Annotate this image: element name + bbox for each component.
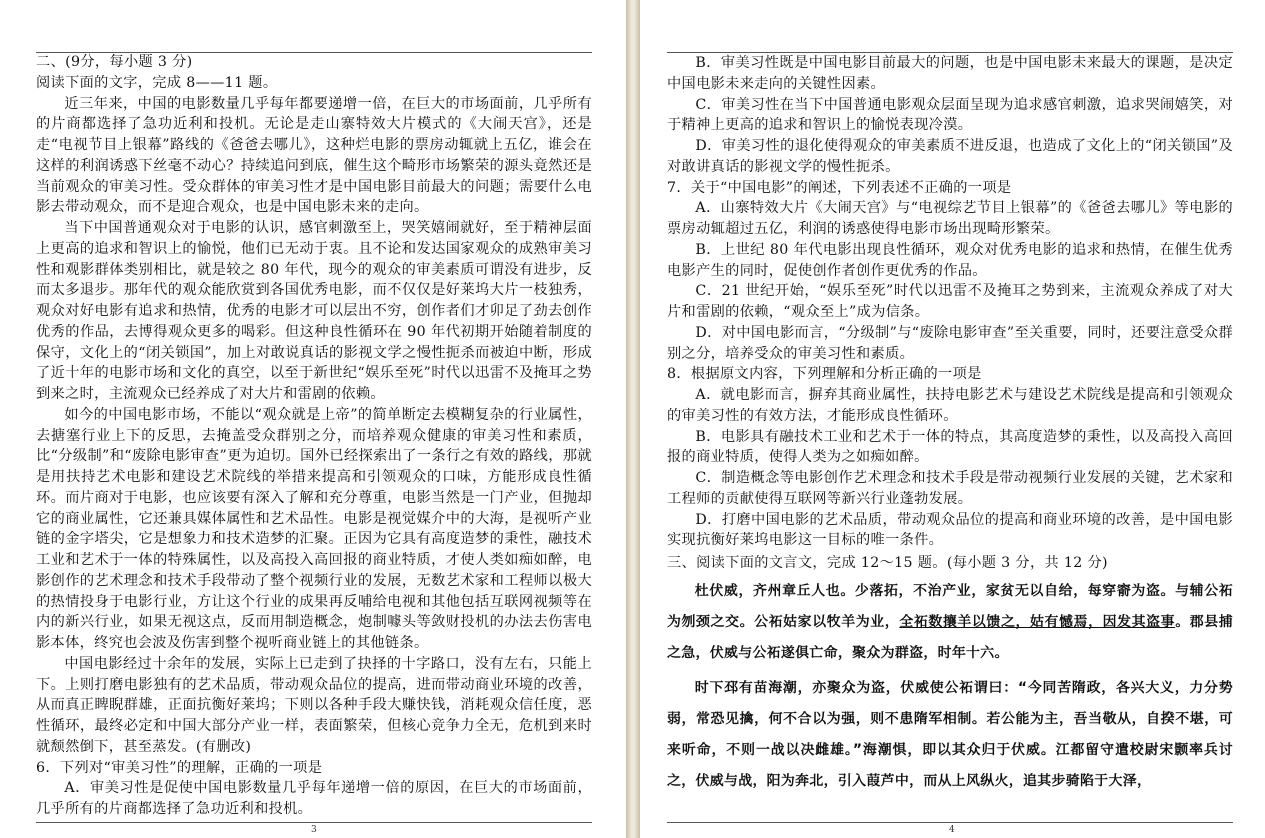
bottom-rule: [667, 822, 1233, 823]
exam-page-left: [0, 0, 626, 838]
question-8-stem: 8．根据原文内容，下列理解和分析正确的一项是: [667, 366, 982, 383]
page-number: 4: [949, 825, 955, 835]
left-page-content: [36, 52, 592, 820]
bottom-rule: [36, 822, 592, 823]
question-7-option-b: B．上世纪 80 年代电影出现良性循环，观众对优秀电影的追求和热情，在催生优秀电影产生的同时，促使创作者创作更优秀的作品。: [667, 241, 1233, 279]
passage-paragraph-4: 中国电影经过十余年的发展，实际上已走到了抉择的十字路口，没有左右，只能上下。上则打磨电影独有的艺术品质，带动观众品位的提高，进而带动商业环境的改善，从而真正睥睨群雄，正面抗衡好莱坞；下则以各种手段大赚快钱，消耗观众信任度，恶性循环，最终必定和中国大部分产业一样，表面繁荣，但核心竞争力全无，危机到来时就颓然倒下，甚至蒸发。(有删改): [36, 655, 592, 755]
question-8-option-a: A．就电影而言，摒弃其商业属性，扶持电影艺术与建设艺术院线是提高和引领观众的审美习性的有效方法，才能形成良性循环。: [667, 387, 1233, 424]
reading-instruction: 阅读下面的文字，完成 8——11 题。: [36, 74, 278, 91]
exam-page-right: [640, 0, 1265, 838]
question-8-option-c: C．制造概念等电影创作艺术理念和技术手段是带动视频行业发展的关键，艺术家和工程师的贡献使得互联网等新兴行业蓬勃发展。: [667, 470, 1233, 507]
underlined-sentence: 全祏数攘羊以馈之，姑有憾焉，因发其盗事: [899, 613, 1176, 630]
book-gutter: [626, 0, 640, 838]
question-6-option-b: B．审美习性既是中国电影目前最大的问题，也是中国电影未来最大的课题，是决定中国电影未来走向的关键性因素。: [667, 55, 1233, 92]
classical-text: 杜伏威，齐州章丘人也。少落拓，不治产业，家贫无以自给，每穿窬为盗。与辅公祏为刎颈之交。公祏姑家以牧羊为业，: [667, 582, 1233, 630]
question-7-option-d: D．对中国电影而言，“分级制”与“废除电影审查”至关重要，同时，还要注意受众群别之分，培养受众的审美习性和素质。: [667, 324, 1233, 362]
passage-paragraph-2: 当下中国普通观众对于电影的认识，感官刺激至上，哭笑嬉闹就好，至于精神层面上更高的追求和智识上的愉悦，他们已无动于衷。且不论和发达国家观众的成熟审美习性和观影群体类别相比，就是较之 80 年代，现今的观众的审美素质可谓没有进步，反而太多退步。那年代的观众能欣赏到各国优秀电影，而不仅仅是好莱坞大片一枝独秀，观众对好电影有追求和热情，优秀的电影才可以层出不穷，创作者们才卯足了劲去创作优秀的作品，去博得观众更多的喝彩。但这种良性循环在 90 年代初期开始随着制度的保守，文化上的“闭关锁国”，加上对敢说真话的影视文学之慢性扼杀而被迫中断，形成了近十年的电影市场和文化的真空，以至于新世纪“娱乐至死”时代以迅雷不及掩耳之势到来之时，主流观众已经养成了对大片和雷剧的依赖。: [36, 220, 592, 402]
classical-paragraph-1: [667, 576, 1233, 669]
question-6-option-a: A．审美习性是促使中国电影数量几乎每年递增一倍的原因，在巨大的市场面前，几乎所有的片商都选择了急功近利和投机。: [36, 780, 592, 817]
question-8-option-d: D．打磨中国电影的艺术品质，带动观众品位的提高和商业环境的改善，是中国电影实现抗衡好莱坞电影这一目标的唯一条件。: [667, 511, 1233, 549]
question-6-option-d: D．审美习性的退化使得观众的审美素质不进反退，也造成了文化上的“闭关锁国”及对敢讲真话的影视文学的慢性扼杀。: [667, 138, 1233, 175]
question-7-option-a: A．山寨特效大片《大闹天宫》与“电视综艺节目上银幕”的《爸爸去哪儿》等电影的票房动辄超过五亿，利润的诱惑使得电影市场出现畸形繁荣。: [667, 200, 1233, 237]
question-7-option-c: C．21 世纪开始，“娱乐至死”时代以迅雷不及掩耳之势到来，主流观众养成了对大片和雷剧的依赖，“观众至上”成为信条。: [667, 283, 1233, 320]
section-3-heading: 三、阅读下面的文言文，完成 12～15 题。(每小题 3 分，共 12 分): [667, 555, 1108, 571]
question-6-stem: 6．下列对“审美习性”的理解，正确的一项是: [36, 759, 323, 776]
passage-paragraph-3: 如今的中国电影市场，不能以“观众就是上帝”的简单断定去模糊复杂的行业属性，去搪塞行业上下的反思，去掩盖受众群别之分，而培养观众健康的审美习性和素质，比“分级制”和“废除电影审查”更为迫切。国外已经探索出了一条行之有效的路线，那就是用扶持艺术电影和建设艺术院线的举措来提高和引领观众的口味，方能形成良性循环。而片商对于电影，也应该要有深入了解和充分尊重，电影当然是一门产业，但抛却它的商业属性，它还兼具媒体属性和艺术品性。电影是视觉媒介中的大海，是视听产业链的金字塔尖，它是想象力和技术造梦的汇聚。正因为它具有高度造梦的秉性，融技术工业和艺术于一体的特殊属性，以及高投入高回报的商业特质，才使人类如痴如醉，电影创作的艺术理念和技术手段带动了整个视频行业的发展，无数艺术家和工程师以极大的热情投身于电影行业，方让这个行业的成果再反哺给电视和其他包括互联网视频等在内的新兴行业，如果无视这点，反而用制造概念，炮制噱头等敛财投机的办法去伤害电影本体，终究也会波及伤害到整个视听商业链上的其他链条。: [36, 406, 592, 651]
question-6-option-c: C．审美习性在当下中国普通电影观众层面呈现为追求感官刺激，追求哭闹嬉笑，对于精神上更高的追求和智识上的愉悦表现冷漠。: [667, 96, 1233, 134]
section-heading: 二、(9分，每小题 3 分): [36, 54, 193, 70]
question-8-option-b: B．电影具有融技术工业和艺术于一体的特点，其高度造梦的秉性，以及高投入高回报的商业特质，使得人类为之如痴如醉。: [667, 428, 1233, 466]
passage-paragraph-1: 近三年来，中国的电影数量几乎每年都要递增一倍，在巨大的市场面前，几乎所有的片商都选择了急功近利和投机。无论是走山寨特效大片模式的《大闹天宫》，还是走“电视节目上银幕”路线的《爸爸去哪儿》，这种烂电影的票房动辄就上五亿，谁会在这样的利润诱惑下丝毫不动心？持续追问到底，催生这个畸形市场繁荣的源头竟然还是当前观众的审美习性。受众群体的审美习性才是中国电影目前最大的问题；需要什么电影去带动观众，而不是迎合观众，也是中国电影未来的走向。: [36, 95, 592, 216]
classical-text: 。郡县捕之急，伏威与公祏遂俱亡命，聚众为群盗，时年十六。: [667, 613, 1233, 661]
page-number: 3: [311, 825, 317, 835]
question-7-stem: 7．关于“中国电影”的阐述，下列表述不正确的一项是: [667, 179, 1012, 196]
right-page-content: [667, 53, 1233, 797]
classical-paragraph-2: 时下邳有苗海潮，亦聚众为盗，伏威使公祏谓曰：“今同苦隋政，各兴大义，力分势弱，常恐见擒，何不合以为强，则不患隋军相制。若公能为主，吾当敬从，自揆不堪，可来听命，不则一战以决雌雄。”海潮惧，即以其众归于伏威。江都留守遣校尉宋颢率兵讨之，伏威与战，阳为奔北，引入葭芦中，而从上风纵火，追其步骑陷于大泽，: [667, 679, 1233, 789]
